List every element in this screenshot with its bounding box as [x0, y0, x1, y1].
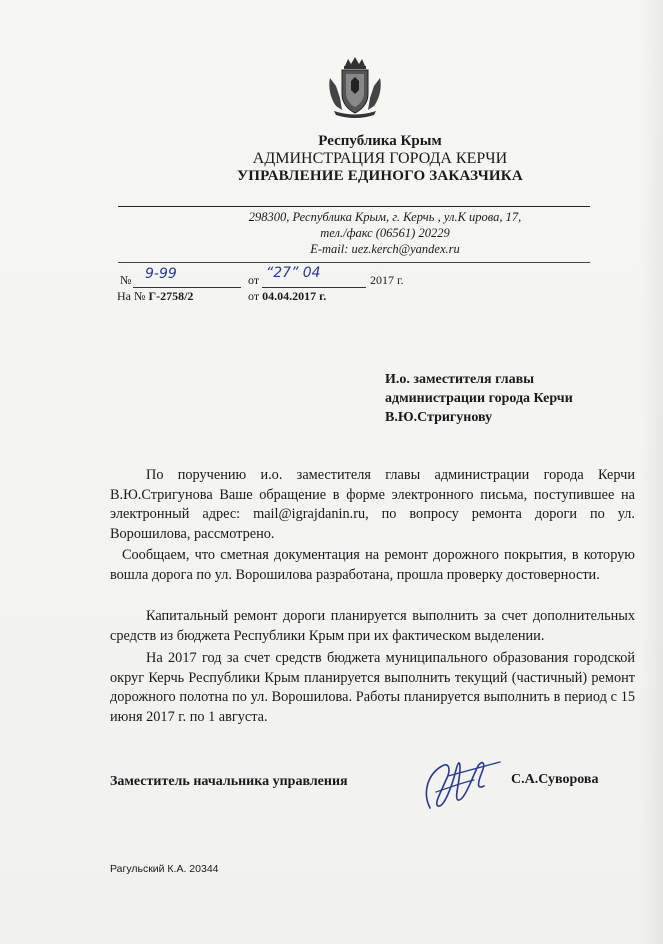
- outgoing-date-underline: [262, 287, 366, 288]
- addressee-organization: администрации города Керчи: [385, 391, 573, 406]
- phone-fax-line: тел./факс (06561) 20229: [320, 226, 450, 240]
- body-paragraph: По поручению и.о. заместителя главы администрации города Керчи В.Ю.Стригунова Ваше обращение в форме электронного письма, поступившее на электронный адрес: mail@igrajdanin.ru, по вопросу ремонта дороги по ул. Ворошилова, рассмотрено.: [110, 467, 635, 542]
- reference-date-row: [248, 289, 326, 304]
- reference-number-label: На №: [117, 289, 146, 303]
- signatory-title: Заместитель начальника управления: [110, 774, 348, 789]
- body-paragraph: Сообщаем, что сметная документация на ремонт дорожного покрытия, в которую вошла дорога по ул. Ворошилова разработана, прошла проверку достоверности.: [110, 547, 635, 583]
- coat-of-arms-emblem: [326, 56, 384, 118]
- outgoing-number-handwritten: 9-99: [145, 266, 177, 282]
- republic-heading: Республика Крым: [318, 133, 442, 149]
- addressee-position: И.о. заместителя главы: [385, 372, 535, 387]
- addressee-name: В.Ю.Стригунову: [385, 410, 493, 425]
- administration-heading: АДМИНСТРАЦИЯ ГОРОДА КЕРЧИ: [252, 150, 508, 167]
- header-divider-top: [118, 206, 590, 207]
- reference-number-row: [117, 289, 193, 304]
- department-heading: УПРАВЛЕНИЕ ЕДИНОГО ЗАКАЗЧИКА: [237, 168, 523, 184]
- scan-edge-shadow: [640, 0, 663, 944]
- outgoing-year: 2017 г.: [370, 273, 404, 287]
- outgoing-number-underline: [133, 287, 241, 288]
- address-line: 298300, Республика Крым, г. Керчь , ул.К ирова, 17,: [248, 210, 522, 224]
- header-divider-bottom: [118, 262, 590, 263]
- email-line: E-mail: uez.kerch@yandex.ru: [310, 242, 460, 256]
- signatory-name: С.А.Суворова: [511, 772, 599, 787]
- outgoing-date-handwritten: “27” 04: [266, 265, 321, 281]
- body-paragraph: Капитальный ремонт дороги планируется выполнить за счет дополнительных средств из бюджета Республики Крым при их фактическом выделении.: [110, 608, 635, 644]
- reference-number: Г-2758/2: [148, 289, 194, 303]
- reference-date-label: от: [248, 289, 260, 303]
- outgoing-date-label: от: [248, 273, 260, 287]
- outgoing-number-label: №: [120, 273, 132, 287]
- body-paragraph: На 2017 год за счет средств бюджета муниципального образования городской округ Керчь Республики Крым планируется выполнить текущий (частичный) ремонт дорожного полотна по ул. Ворошилова. Работы планируется выполнить в период с 15 июня 2017 г. по 1 августа.: [110, 650, 635, 725]
- reference-date: 04.04.2017 г.: [262, 289, 327, 303]
- executor-contact: Рагульский К.А. 20344: [110, 863, 219, 875]
- handwritten-signature: [408, 752, 508, 816]
